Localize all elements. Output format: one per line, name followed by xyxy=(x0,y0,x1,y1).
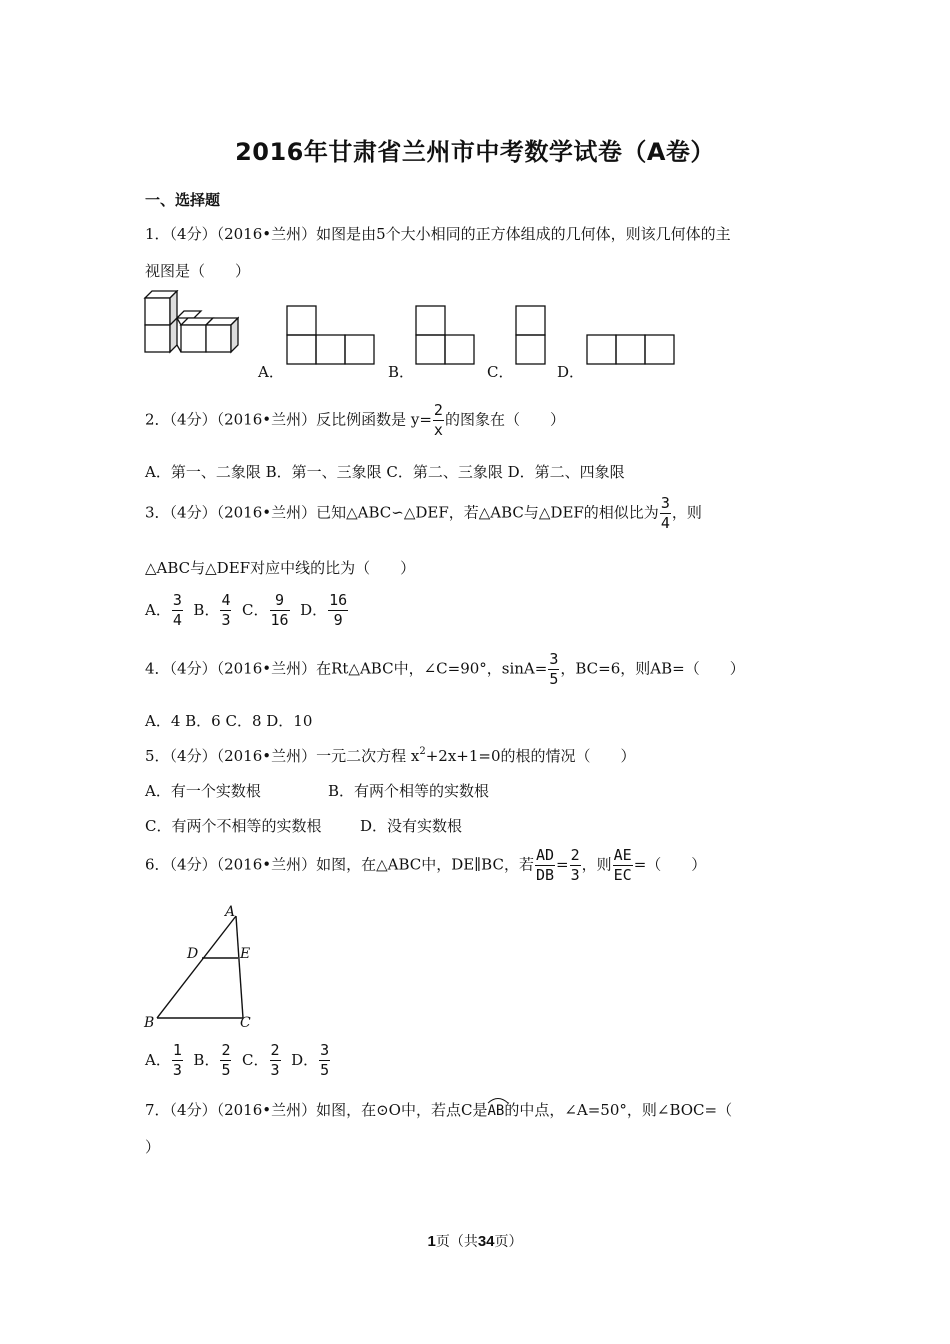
q3-option-c[interactable]: C． $\frac{9}{16}$ xyxy=(242,591,289,629)
q1-option-a-figure xyxy=(286,305,378,365)
page-footer xyxy=(0,1231,950,1251)
q5-option-d[interactable]: D．没有实数根 xyxy=(360,817,463,835)
footer-total-pages: 34 xyxy=(477,1233,495,1250)
q5-suffix: +2x+1=0的根的情况（ ） xyxy=(425,747,636,765)
q5-option-b[interactable]: B．有两个相等的实数根 xyxy=(328,782,490,800)
q1-solid-figure xyxy=(143,290,239,362)
q3-options xyxy=(145,593,349,628)
q2-prefix: 2．（4分）（2016•兰州）反比例函数是 y= xyxy=(145,410,432,429)
q2-fraction: $\frac{2}{x}$ xyxy=(433,401,443,439)
q1-option-b-figure xyxy=(415,305,477,365)
q1-line2: 视图是（ ） xyxy=(145,262,251,280)
q1-option-a-label[interactable]: A． xyxy=(258,363,284,381)
q6-label-d: D xyxy=(187,946,199,962)
q6-label-c: C xyxy=(240,1015,251,1031)
q5-option-a[interactable]: A．有一个实数根 xyxy=(145,782,261,800)
q3-line2: △ABC与△DEF对应中线的比为（ ） xyxy=(145,559,416,577)
q7-prefix: 7．（4分）（2016•兰州）如图，在⊙O中，若点C是 xyxy=(145,1101,488,1119)
arc-symbol-icon xyxy=(487,1096,509,1104)
q6-option-b[interactable]: B． $\frac{2}{5}$ xyxy=(193,1041,231,1079)
q2-stem xyxy=(145,403,565,438)
q6-prefix: 6．（4分）（2016•兰州）如图，在△ABC中，DE∥BC，若 xyxy=(145,855,534,874)
q6-suffix: =（ ） xyxy=(633,855,707,874)
q6-option-a[interactable]: A． $\frac{1}{3}$ xyxy=(145,1041,182,1079)
q3-option-b[interactable]: B． $\frac{4}{3}$ xyxy=(193,591,231,629)
q6-stem xyxy=(145,848,706,883)
q5-stem xyxy=(145,745,636,766)
q3-suffix: ，则 xyxy=(671,503,702,522)
footer-text-mid: 页（共 xyxy=(435,1234,478,1250)
q1-line1: 1．（4分）（2016•兰州）如图是由5个大小相同的正方体组成的几何体，则该几何体的主 xyxy=(145,225,731,243)
q4-prefix: 4．（4分）（2016•兰州）在Rt△ABC中，∠C=90°，sinA= xyxy=(145,659,548,678)
footer-page-number: 1 xyxy=(427,1233,436,1250)
q4-fraction: $\frac{3}{5}$ xyxy=(549,650,559,688)
q6-options xyxy=(145,1043,331,1078)
q1-option-d-figure xyxy=(586,334,678,366)
q6-triangle-figure xyxy=(140,902,260,1032)
q3-prefix: 3．（4分）（2016•兰州）已知△ABC∽△DEF，若△ABC与△DEF的相似比为 xyxy=(145,503,659,522)
q1-option-c-label[interactable]: C． xyxy=(487,363,514,381)
q5-option-c[interactable]: C．有两个不相等的实数根 xyxy=(145,817,322,835)
q3-fraction: $\frac{3}{4}$ xyxy=(660,494,670,532)
section-heading: 一、选择题 xyxy=(145,191,221,209)
q4-options[interactable]: A．4 B．6 C．8 D．10 xyxy=(145,712,313,730)
q6-fraction-ad-db: $\frac{AD}{DB}$ xyxy=(535,846,555,884)
q6-label-a: A xyxy=(225,904,236,920)
q6-option-c[interactable]: C． $\frac{2}{3}$ xyxy=(242,1041,280,1079)
q3-option-d[interactable]: D． $\frac{16}{9}$ xyxy=(300,591,348,629)
footer-text-end: 页） xyxy=(494,1234,523,1250)
page-title: 2016年甘肃省兰州市中考数学试卷（A卷） xyxy=(235,138,715,166)
q7-suffix: 的中点，∠A=50°，则∠BOC=（ xyxy=(504,1101,733,1119)
q7-stem xyxy=(145,1099,732,1120)
q1-option-d-label[interactable]: D． xyxy=(557,363,585,381)
q6-label-e: E xyxy=(240,946,251,962)
q3-option-a[interactable]: A． $\frac{3}{4}$ xyxy=(145,591,182,629)
q4-stem xyxy=(145,652,745,687)
q7-arc-ab: AB xyxy=(487,1099,504,1119)
q1-option-b-label[interactable]: B． xyxy=(388,363,415,381)
q6-label-b: B xyxy=(144,1015,155,1031)
q6-fraction-ae-ec: $\frac{AE}{EC}$ xyxy=(613,846,632,884)
q2-suffix: 的图象在（ ） xyxy=(444,410,565,429)
q1-option-c-figure xyxy=(515,305,547,365)
q6-mid: ，则 xyxy=(581,855,612,874)
q3-stem xyxy=(145,496,702,531)
q6-equals: = xyxy=(556,855,569,874)
q2-options[interactable]: A．第一、二象限 B．第一、三象限 C．第二、三象限 D．第二、四象限 xyxy=(145,463,625,481)
q6-fraction-ratio: $\frac{2}{3}$ xyxy=(570,846,580,884)
q6-option-d[interactable]: D． $\frac{3}{5}$ xyxy=(291,1041,330,1079)
q4-suffix: ，BC=6，则AB=（ ） xyxy=(560,659,745,678)
q5-prefix: 5．（4分）（2016•兰州）一元二次方程 x xyxy=(145,747,420,765)
q5-exponent: 2 xyxy=(419,746,426,757)
q7-line2: ） xyxy=(145,1138,161,1156)
